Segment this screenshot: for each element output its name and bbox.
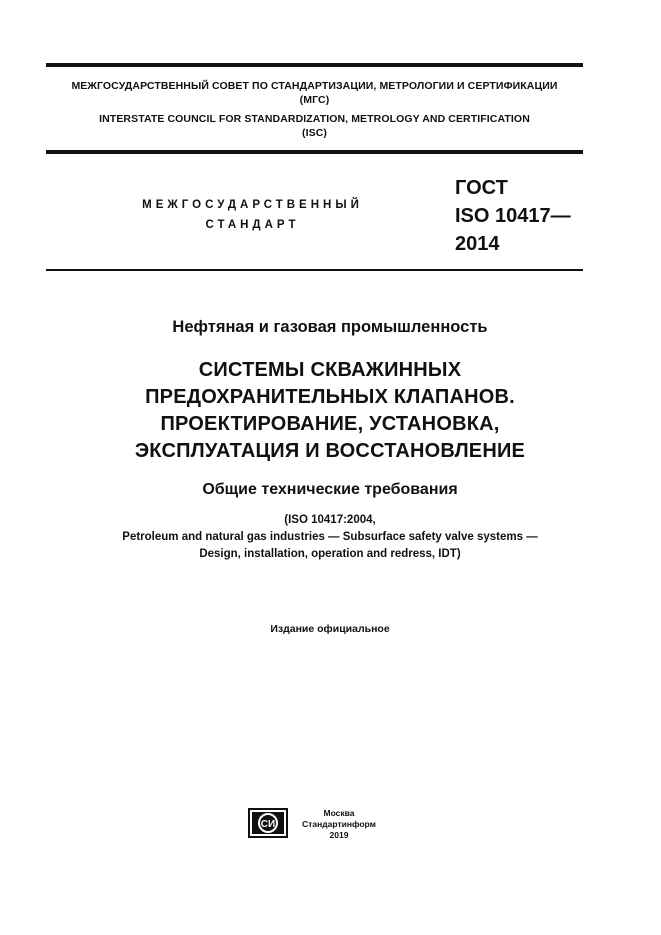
document-title <box>30 357 630 465</box>
standartinform-logo-icon <box>248 808 288 838</box>
document-subtitle: Общие технические требования <box>202 481 458 498</box>
iso-reference-line: (ISO 10417:2004, <box>284 514 376 526</box>
top-rule <box>46 63 583 67</box>
bottom-rule <box>46 269 583 271</box>
council-name-en-line: INTERSTATE COUNCIL FOR STANDARDIZATION, METROLOGY AND CERTIFICATION <box>99 113 530 125</box>
council-name-ru-line: МЕЖГОСУДАРСТВЕННЫЙ СОВЕТ ПО СТАНДАРТИЗАЦИИ, МЕТРОЛОГИИ И СЕРТИФИКАЦИИ <box>71 80 558 92</box>
standard-kind-line1: МЕЖГОСУДАРСТВЕННЫЙ <box>142 199 363 211</box>
council-abbr-en: (ISC) <box>302 127 327 139</box>
iso-reference-line: Petroleum and natural gas industries — Subsurface safety valve systems — <box>122 531 538 543</box>
iso-reference <box>30 512 630 563</box>
publisher-name: Стандартинформ <box>302 819 376 829</box>
iso-reference-line: Design, installation, operation and redress, IDT) <box>199 548 461 560</box>
logo-text: СИ <box>260 819 276 830</box>
publisher-info <box>294 808 384 841</box>
middle-rule <box>46 150 583 154</box>
title-line: ПРЕДОХРАНИТЕЛЬНЫХ КЛАПАНОВ. <box>145 386 515 408</box>
title-line: ПРОЕКТИРОВАНИЕ, УСТАНОВКА, <box>160 413 500 435</box>
gost-number: ISO 10417— <box>455 205 571 227</box>
publisher-city: Москва <box>323 808 355 818</box>
gost-label: ГОСТ <box>455 177 508 199</box>
council-name-en <box>46 112 583 140</box>
standard-kind-line2: СТАНДАРТ <box>205 219 300 231</box>
title-line: СИСТЕМЫ СКВАЖИННЫХ <box>198 359 462 381</box>
edition-label: Издание официальное <box>270 623 390 635</box>
council-abbr-ru: (МГС) <box>299 94 330 106</box>
industry-heading: Нефтяная и газовая промышленность <box>172 318 488 336</box>
gost-year: 2014 <box>455 233 500 255</box>
council-name-ru <box>46 79 583 107</box>
title-line: ЭКСПЛУАТАЦИЯ И ВОССТАНОВЛЕНИЕ <box>134 440 526 462</box>
publication-year: 2019 <box>329 830 349 840</box>
